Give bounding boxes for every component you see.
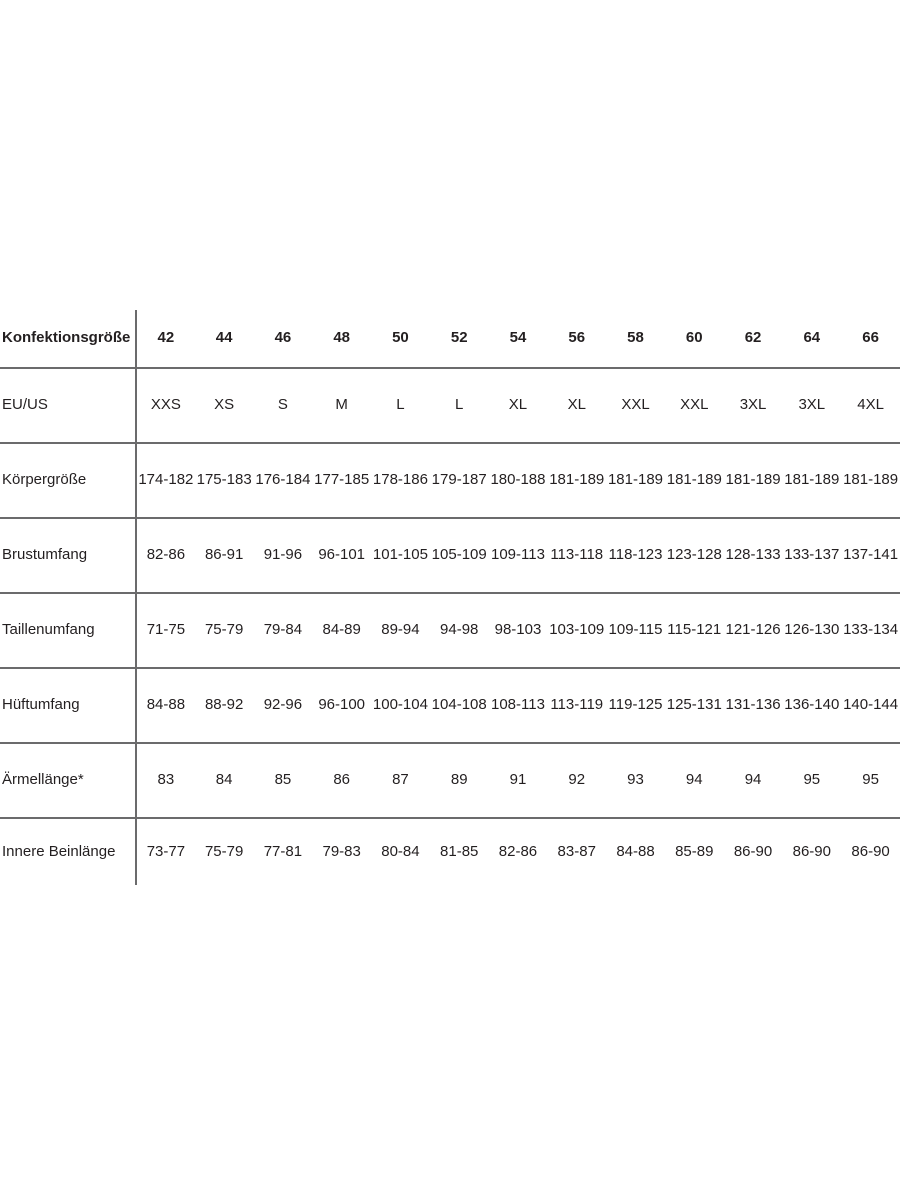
row-label: Innere Beinlänge <box>0 818 136 885</box>
row-label: Brustumfang <box>0 518 136 593</box>
data-cell: 84-88 <box>136 668 195 743</box>
data-cell: 181-189 <box>665 443 724 518</box>
row-label: EU/US <box>0 368 136 443</box>
data-cell: 94 <box>724 743 783 818</box>
data-cell: 177-185 <box>312 443 371 518</box>
data-cell: 115-121 <box>665 593 724 668</box>
data-cell: 118-123 <box>606 518 665 593</box>
column-header-cell: 44 <box>195 310 254 368</box>
data-cell: 181-189 <box>782 443 841 518</box>
data-cell: 75-79 <box>195 593 254 668</box>
data-cell: 75-79 <box>204 842 244 860</box>
data-cell: 125-131 <box>665 668 724 743</box>
data-cell: 73-77 <box>146 842 186 860</box>
data-cell: 84-88 <box>616 842 655 860</box>
data-cell: 86-90 <box>792 842 831 860</box>
data-cell: 108-113 <box>489 668 548 743</box>
data-cell: 98-103 <box>489 593 548 668</box>
row-label: Körpergröße <box>0 443 136 518</box>
column-header-cell: 50 <box>371 310 430 368</box>
data-cell: 95 <box>841 743 900 818</box>
column-header-cell: 60 <box>665 310 724 368</box>
data-cell: 180-188 <box>489 443 548 518</box>
data-cell: 181-189 <box>547 443 606 518</box>
column-header-cell: 48 <box>312 310 371 368</box>
data-cell: 96-101 <box>312 518 371 593</box>
data-cell: 86-90 <box>851 842 890 860</box>
data-cell: 83-87 <box>557 842 596 860</box>
table-row <box>0 518 900 593</box>
data-cell: 85-89 <box>675 842 714 860</box>
data-cell: XXL <box>665 368 724 443</box>
column-header-cell: 58 <box>606 310 665 368</box>
data-cell: 4XL <box>841 368 900 443</box>
data-cell: 79-83 <box>322 842 361 860</box>
data-cell: 84-89 <box>312 593 371 668</box>
data-cell: 113-119 <box>547 668 606 743</box>
data-cell: 179-187 <box>430 443 489 518</box>
data-cell: L <box>371 368 430 443</box>
data-cell: 175-183 <box>195 443 254 518</box>
data-cell: 82-86 <box>498 842 538 860</box>
data-cell: 88-92 <box>195 668 254 743</box>
data-cell: 92 <box>547 743 606 818</box>
data-cell: 87 <box>371 743 430 818</box>
data-cell: 79-84 <box>254 593 313 668</box>
data-cell: 94-98 <box>430 593 489 668</box>
data-cell: 109-115 <box>606 593 665 668</box>
data-cell: 77-81 <box>263 842 303 860</box>
data-cell: XXS <box>136 368 195 443</box>
table-row <box>0 443 900 518</box>
data-cell: 113-118 <box>547 518 606 593</box>
data-cell: S <box>254 368 313 443</box>
data-cell: 131-136 <box>724 668 783 743</box>
table-row <box>0 743 900 818</box>
data-cell: 181-189 <box>724 443 783 518</box>
data-cell: 86-91 <box>195 518 254 593</box>
data-cell: L <box>430 368 489 443</box>
data-cell: XS <box>195 368 254 443</box>
data-cell: 119-125 <box>606 668 665 743</box>
data-cell: 81-85 <box>440 842 479 860</box>
column-header-cell: 62 <box>724 310 783 368</box>
data-cell: 105-109 <box>430 518 489 593</box>
data-cell: 104-108 <box>430 668 489 743</box>
data-cell: 91 <box>489 743 548 818</box>
data-cell: 84 <box>195 743 254 818</box>
column-header-cell: 54 <box>489 310 548 368</box>
data-cell: 123-128 <box>665 518 724 593</box>
data-cell: 96-100 <box>312 668 371 743</box>
data-cell: 181-189 <box>841 443 900 518</box>
row-label: Taillenumfang <box>0 593 136 668</box>
data-cell: 82-86 <box>136 518 195 593</box>
data-cell: 176-184 <box>254 443 313 518</box>
data-cell: 3XL <box>724 368 783 443</box>
data-cell: M <box>312 368 371 443</box>
data-cell: 140-144 <box>841 668 900 743</box>
column-header-cell: 64 <box>782 310 841 368</box>
row-label: Hüftumfang <box>0 668 136 743</box>
data-cell: 121-126 <box>724 593 783 668</box>
column-header-label: Konfektionsgröße <box>0 310 136 368</box>
row-label: Ärmellänge* <box>0 743 136 818</box>
data-cell: 86-90 <box>733 842 773 860</box>
data-cell: 80-84 <box>381 842 420 860</box>
table-row <box>0 668 900 743</box>
data-cell: 136-140 <box>782 668 841 743</box>
data-cell: XXL <box>606 368 665 443</box>
data-cell: 103-109 <box>547 593 606 668</box>
data-cell: 181-189 <box>606 443 665 518</box>
data-cell: 133-137 <box>782 518 841 593</box>
table-row <box>0 368 900 443</box>
column-header-cell: 52 <box>430 310 489 368</box>
column-header-cell: 46 <box>254 310 313 368</box>
data-cell: 109-113 <box>489 518 548 593</box>
data-cell: XL <box>547 368 606 443</box>
table-header-row <box>0 310 900 368</box>
data-cell: 85 <box>254 743 313 818</box>
column-header-cell: 66 <box>841 310 900 368</box>
table-row <box>0 593 900 668</box>
table-row <box>0 818 900 885</box>
data-cell: 174-182 <box>136 443 195 518</box>
data-cell: 126-130 <box>782 593 841 668</box>
data-cell: 100-104 <box>371 668 430 743</box>
column-header-cell: 56 <box>547 310 606 368</box>
data-cell: XL <box>489 368 548 443</box>
data-cell: 86 <box>312 743 371 818</box>
data-cell: 83 <box>136 743 195 818</box>
data-cell: 89-94 <box>371 593 430 668</box>
data-cell: 89 <box>430 743 489 818</box>
data-cell: 71-75 <box>136 593 195 668</box>
data-cell: 91-96 <box>254 518 313 593</box>
column-header-cell: 42 <box>136 310 195 368</box>
data-cell: 137-141 <box>841 518 900 593</box>
data-cell: 133-134 <box>841 593 900 668</box>
data-cell: 101-105 <box>371 518 430 593</box>
data-cell: 95 <box>782 743 841 818</box>
data-cell: 178-186 <box>371 443 430 518</box>
data-cell: 92-96 <box>254 668 313 743</box>
data-cell: 3XL <box>782 368 841 443</box>
size-chart <box>0 310 900 885</box>
data-cell: 93 <box>606 743 665 818</box>
data-cell: 128-133 <box>724 518 783 593</box>
size-table <box>0 310 900 885</box>
data-cell: 94 <box>665 743 724 818</box>
